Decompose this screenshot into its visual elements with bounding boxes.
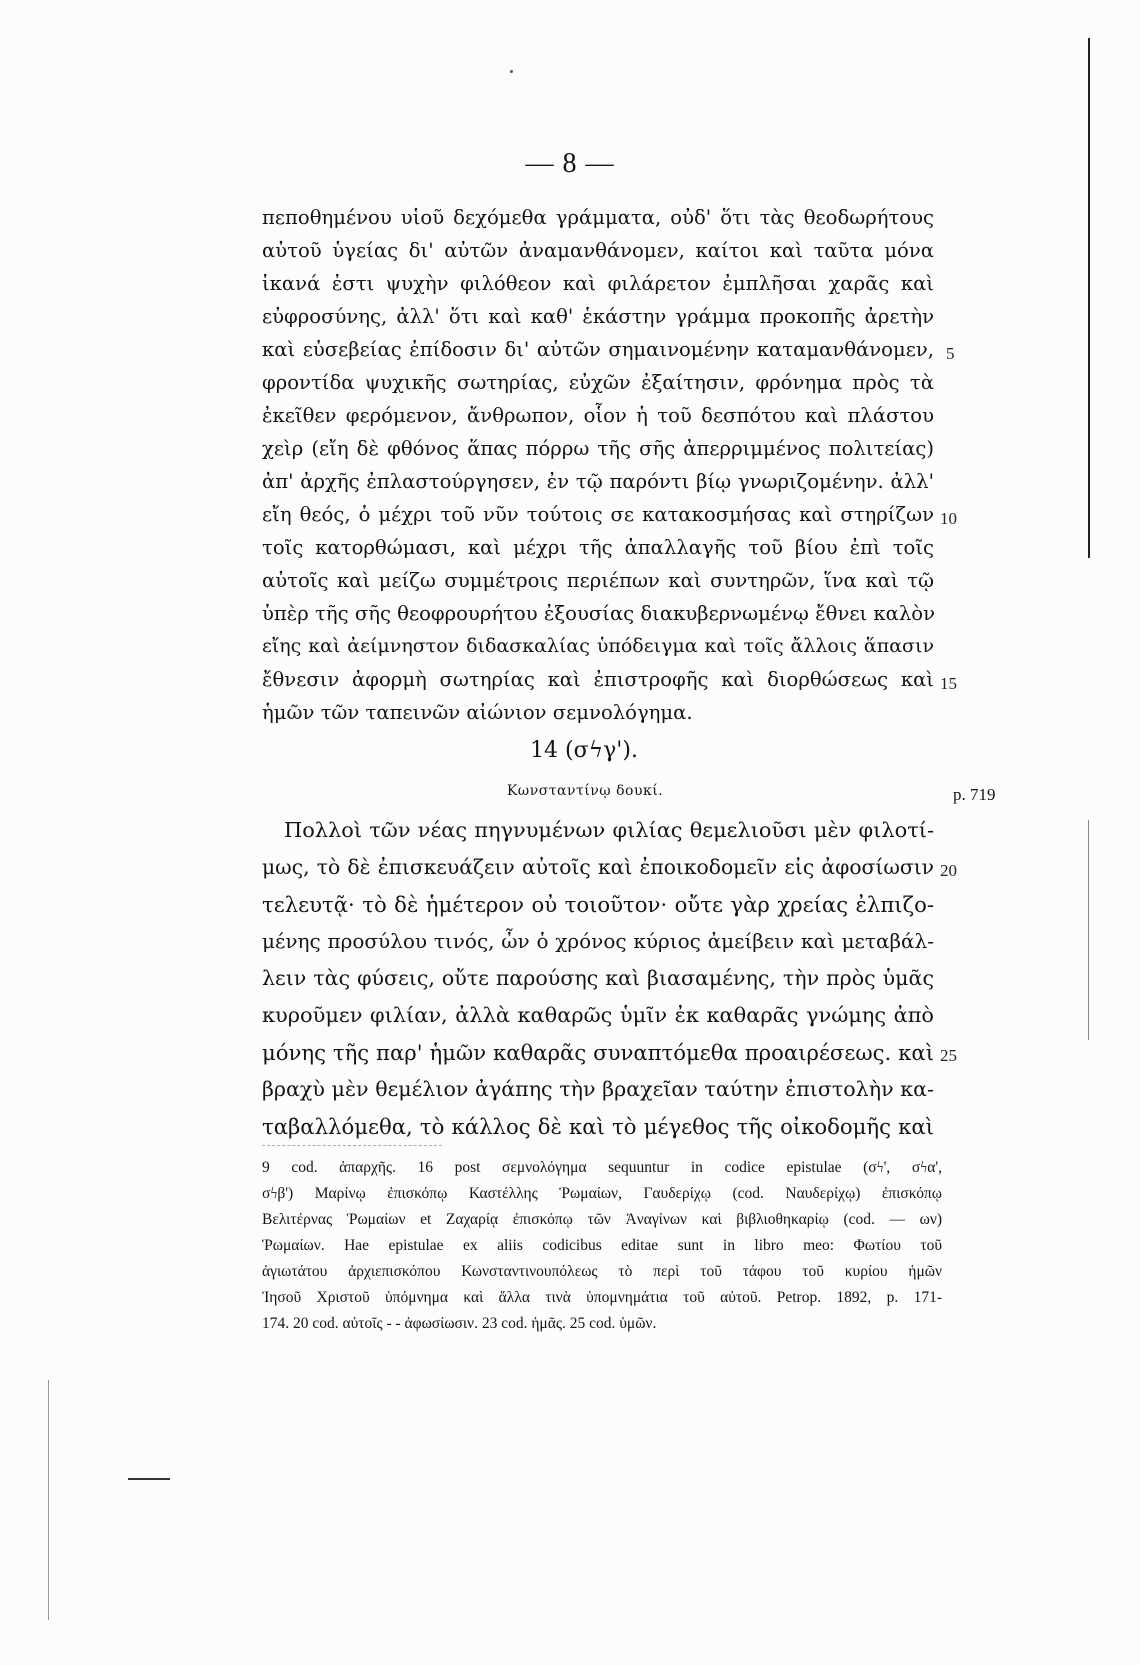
text-line: ἐκεῖθεν φερόμενον, ἄνθρωπον, οἷον ἡ τοῦ δεσπότου καὶ πλάστου [262,404,934,427]
footnote-line: Ἰησοῦ Χριστοῦ ὑπόμνημα καὶ ἄλλα τινὰ ὑπομνημάτια τοῦ αὐτοῦ. Petrop. 1892, p. 171- [262,1289,942,1306]
margin-rule [1088,820,1089,1040]
letter-heading: 14 (σϟγ'). [530,738,638,763]
footnote-line: Ῥωμαίων. Hae epistulae ex aliis codicibus editae sunt in libro meo: Φωτίου τοῦ [262,1237,942,1254]
text-line: μως, τὸ δὲ ἐπισκευάζειν αὐτοῖς καὶ ἐποικοδομεῖν εἰς ἀφοσίωσιν [262,855,934,879]
text-line: ἡμῶν τῶν ταπεινῶν αἰώνιον σεμνολόγημα. [262,701,693,724]
text-line: κυροῦμεν φιλίαν, ἀλλὰ καθαρῶς ὑμῖν ἐκ καθαρᾶς γνώμης ἀπὸ [262,1003,934,1027]
text-line: πεποθημένου υἱοῦ δεχόμεθα γράμματα, οὐδ' ὅτι τὰς θεοδωρήτους [262,206,934,229]
text-line: εὐφροσύνης, ἀλλ' ὅτι καὶ καθ' ἑκάστην γράμμα προκοπῆς ἀρετὴν [262,305,934,328]
margin-mark [128,1478,170,1480]
text-line: ταβαλλόμεθα, τὸ κάλλος δὲ καὶ τὸ μέγεθος τῆς οἰκοδομῆς καὶ [262,1114,934,1139]
footnote-line: ἁγιωτάτου ἀρχιεπισκόπου Κωνσταντινουπόλεως τὸ περὶ τοῦ τάφου τοῦ κυρίου ἡμῶν [262,1263,942,1280]
line-number: 10 [940,509,957,528]
text-line: μόνης τῆς παρ' ἡμῶν καθαρᾶς συναπτόμεθα προαιρέσεως. καὶ [262,1040,934,1065]
footnote-separator [262,1145,442,1147]
footnote-line: σϟβ') Μαρίνῳ ἐπισκόπῳ Καστέλλης Ῥωμαίων, Γαυδερίχῳ (cod. Ναυδερίχῳ) ἐπισκόπῳ [262,1185,942,1202]
text-line: βραχὺ μὲν θεμέλιον ἀγάπης τὴν βραχεῖαν ταύτην ἐπιστολὴν κα- [262,1077,934,1101]
text-line: αὐτοῦ ὑγείας δι' αὐτῶν ἀναμανθάνομεν, καίτοι καὶ ταῦτα μόνα [262,239,934,262]
text-line: μένης προσύλου τινός, ὧν ὁ χρόνος κύριος ἀμείβειν καὶ μεταβάλ- [262,929,934,953]
line-number: 5 [946,344,955,363]
line-number: 15 [940,674,957,693]
text-line: ὑπὲρ τῆς σῆς θεοφρουρήτου ἐξουσίας διακυβερνωμένῳ ἔθνει καλὸν [262,602,936,625]
page-number: — 8 — [525,148,615,179]
footnote-line: 9 cod. ἀπαρχῆς. 16 post σεμνολόγημα sequuntur in codice epistulae (σϟ', σϟα', [262,1159,942,1176]
line-number: 25 [940,1046,957,1065]
text-line: τελευτᾷ· τὸ δὲ ἡμέτερον οὐ τοιοῦτον· οὔτε γὰρ χρείας ἐλπιζο- [262,892,934,917]
page-reference: p. 719 [953,785,996,804]
text-line: αὐτοῖς καὶ μείζω συμμέτροις περιέπων καὶ συντηρῶν, ἵνα καὶ τῷ [262,569,934,592]
text-line: εἴη θεός, ὁ μέχρι τοῦ νῦν τούτοις σε κατακοσμήσας καὶ στηρίζων [262,503,934,526]
text-line: Πολλοὶ τῶν νέας πηγνυμένων φιλίας θεμελιοῦσι μὲν φιλοτί- [284,818,934,842]
text-line: φροντίδα ψυχικῆς σωτηρίας, εὐχῶν ἐξαίτησιν, φρόνημα πρὸς τὰ [262,371,934,394]
text-line: λειν τὰς φύσεις, οὔτε παρούσης καὶ βιασαμένης, τὴν πρὸς ὑμᾶς [262,966,934,990]
letter-recipient: Κωνσταντίνῳ δουκί. [506,783,664,799]
footnote-line: Βελιτέρνας Ῥωμαίων et Ζαχαρίᾳ ἐπισκόπῳ τῶν Ἀναγίνων καὶ βιβλιοθηκαρίῳ (cod. — ων) [262,1211,942,1228]
margin-rule [1088,38,1090,558]
text-line: ἱκανά ἐστι ψυχὴν φιλόθεον καὶ φιλάρετον ἐμπλῆσαι χαρᾶς καὶ [262,272,934,295]
print-speck [510,70,513,73]
text-line: καὶ εὐσεβείας ἐπίδοσιν δι' αὐτῶν σημαινομένην καταμανθάνομεν, [262,338,934,361]
text-line: εἴης καὶ ἀείμνηστον διδασκαλίας ὑπόδειγμα καὶ τοῖς ἄλλοις ἅπασιν [262,635,934,657]
text-line: ἔθνεσιν ἀφορμὴ σωτηρίας καὶ ἐπιστροφῆς καὶ διορθώσεως καὶ [262,668,934,691]
text-line: ἀπ' ἀρχῆς ἐπλαστούργησεν, ἐν τῷ παρόντι βίῳ γνωριζομένην. ἀλλ' [262,470,934,493]
margin-rule [48,1380,49,1620]
text-line: τοῖς κατορθώμασι, καὶ μέχρι τῆς ἀπαλλαγῆς τοῦ βίου ἐπὶ τοῖς [262,536,934,559]
line-number: 20 [940,861,957,880]
text-line: χεὶρ (εἴη δὲ φθόνος ἅπας πόρρω τῆς σῆς ἀπερριμμένος πολιτείας) [262,437,934,460]
footnote-line: 174. 20 cod. αὐτοῖς - - ἀφωσίωσιν. 23 cod. ἡμᾶς. 25 cod. ὑμῶν. [262,1315,657,1332]
